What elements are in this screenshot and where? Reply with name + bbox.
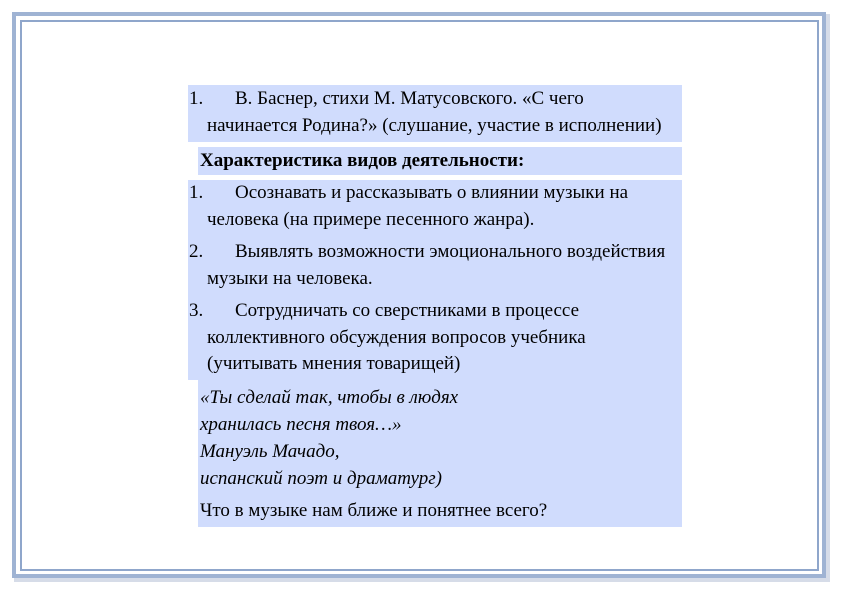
list-number: 1. bbox=[189, 182, 204, 203]
list-item bbox=[188, 298, 682, 378]
list-number: 3. bbox=[189, 300, 204, 321]
song-list-item bbox=[188, 86, 682, 139]
song-text: В. Баснер, стихи М. Матусовского. «С чего начинается Родина?» (слушание, участие в исполнении) bbox=[207, 88, 662, 136]
song-block bbox=[188, 85, 682, 142]
frame-shadow-right bbox=[826, 14, 830, 580]
slide-content bbox=[188, 85, 682, 527]
quote-author: Мануэль Мачадо, bbox=[200, 440, 340, 462]
activity-text: Осознавать и рассказывать о влиянии музыки на человека (на примере песенного жанра). bbox=[207, 182, 629, 230]
activity-text: Выявлять возможности эмоционального воздействия музыки на человека. bbox=[207, 241, 666, 289]
frame-shadow-bottom bbox=[14, 578, 830, 582]
list-item bbox=[188, 239, 682, 292]
quote-line: хранилась песня твоя…» bbox=[200, 413, 402, 435]
activity-text: Сотрудничать со сверстниками в процессе коллективного обсуждения вопросов учебника (учитывать мнения товарищей) bbox=[207, 300, 586, 374]
activities-heading: Характеристика видов деятельности: bbox=[198, 147, 682, 175]
quote-author-description: испанский поэт и драматург) bbox=[200, 467, 442, 489]
epigraph-quote bbox=[198, 380, 682, 498]
list-number: 2. bbox=[189, 241, 204, 262]
discussion-question: Что в музыке нам ближе и понятнее всего? bbox=[198, 498, 682, 527]
list-item bbox=[188, 180, 682, 233]
quote-line: «Ты сделай так, чтобы в людях bbox=[200, 386, 459, 408]
list-number: 1. bbox=[189, 88, 204, 109]
activities-list bbox=[188, 180, 682, 380]
